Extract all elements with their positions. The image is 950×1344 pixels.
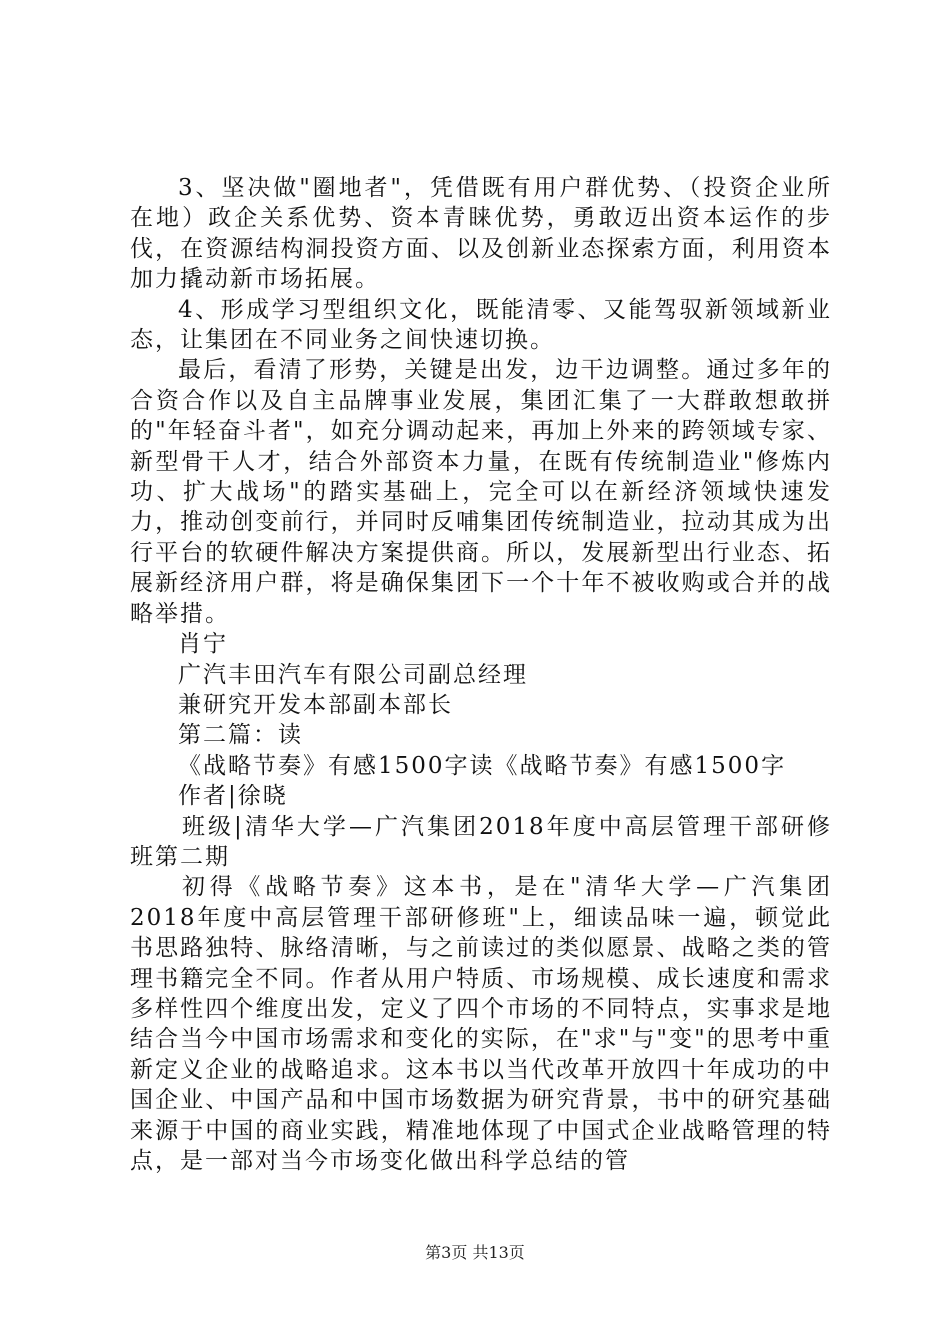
paragraph-point-4: 4、形成学习型组织文化，既能清零、又能驾驭新领域新业态，让集团在不同业务之间快速切换。 (130, 296, 832, 354)
byline: 作者|徐晓 (178, 783, 288, 810)
paragraph-conclusion: 最后，看清了形势，关键是出发，边干边调整。通过多年的合资合作以及自主品牌事业发展，集团汇集了一大群敢想敢拼的"年轻奋斗者"，如充分调动起来，再加上外来的跨领域专家、新型骨干人才，结合外部资本力量，在既有传统制造业"修炼内功、扩大战场"的踏实基础上，完全可以在新经济领域快速发力，推动创变前行，并同时反哺集团传统制造业，拉动其成为出行平台的软硬件解决方案提供商。所以，发展新型出行业态、拓展新经济用户群，将是确保集团下一个十年不被收购或合并的战略举措。 (130, 357, 832, 627)
paragraph-point-3: 3、坚决做"圈地者"，凭借既有用户群优势、（投资企业所在地）政企关系优势、资本青睐优势，勇敢迈出资本运作的步伐，在资源结构洞投资方面、以及创新业态探索方面，利用资本加力撬动新市场拓展。 (130, 175, 832, 293)
author-title-line-1: 广汽丰田汽车有限公司副总经理 (178, 661, 528, 688)
page-number-footer: 第3页 共13页 (425, 1243, 525, 1262)
body-paragraph: 初得《战略节奏》这本书，是在"清华大学—广汽集团2018年度中高层管理干部研修班"上，细读品味一遍，顿觉此书思路独特、脉络清晰，与之前读过的类似愿景、战略之类的管理书籍完全不同。作者从用户特质、市场规模、成长速度和需求多样性四个维度出发，定义了四个市场的不同特点，实事求是地结合当今中国市场需求和变化的实际，在"求"与"变"的思考中重新定义企业的战略追求。这本书以当代改革开放四十年成功的中国企业、中国产品和中国市场数据为研究背景，书中的研究基础来源于中国的商业实践，精准地体现了中国式企业战略管理的特点，是一部对当今市场变化做出科学总结的管 (130, 874, 832, 1174)
author-title-line-2: 兼研究开发本部副本部长 (178, 691, 453, 718)
document-body (130, 173, 832, 1176)
class-line: 班级|清华大学—广汽集团2018年度中高层管理干部研修班第二期 (130, 813, 832, 870)
author-name: 肖宁 (178, 631, 228, 658)
book-title-line: 《战略节奏》有感1500字读《战略节奏》有感1500字 (178, 752, 787, 779)
chapter-heading: 第二篇：读 (178, 722, 303, 749)
